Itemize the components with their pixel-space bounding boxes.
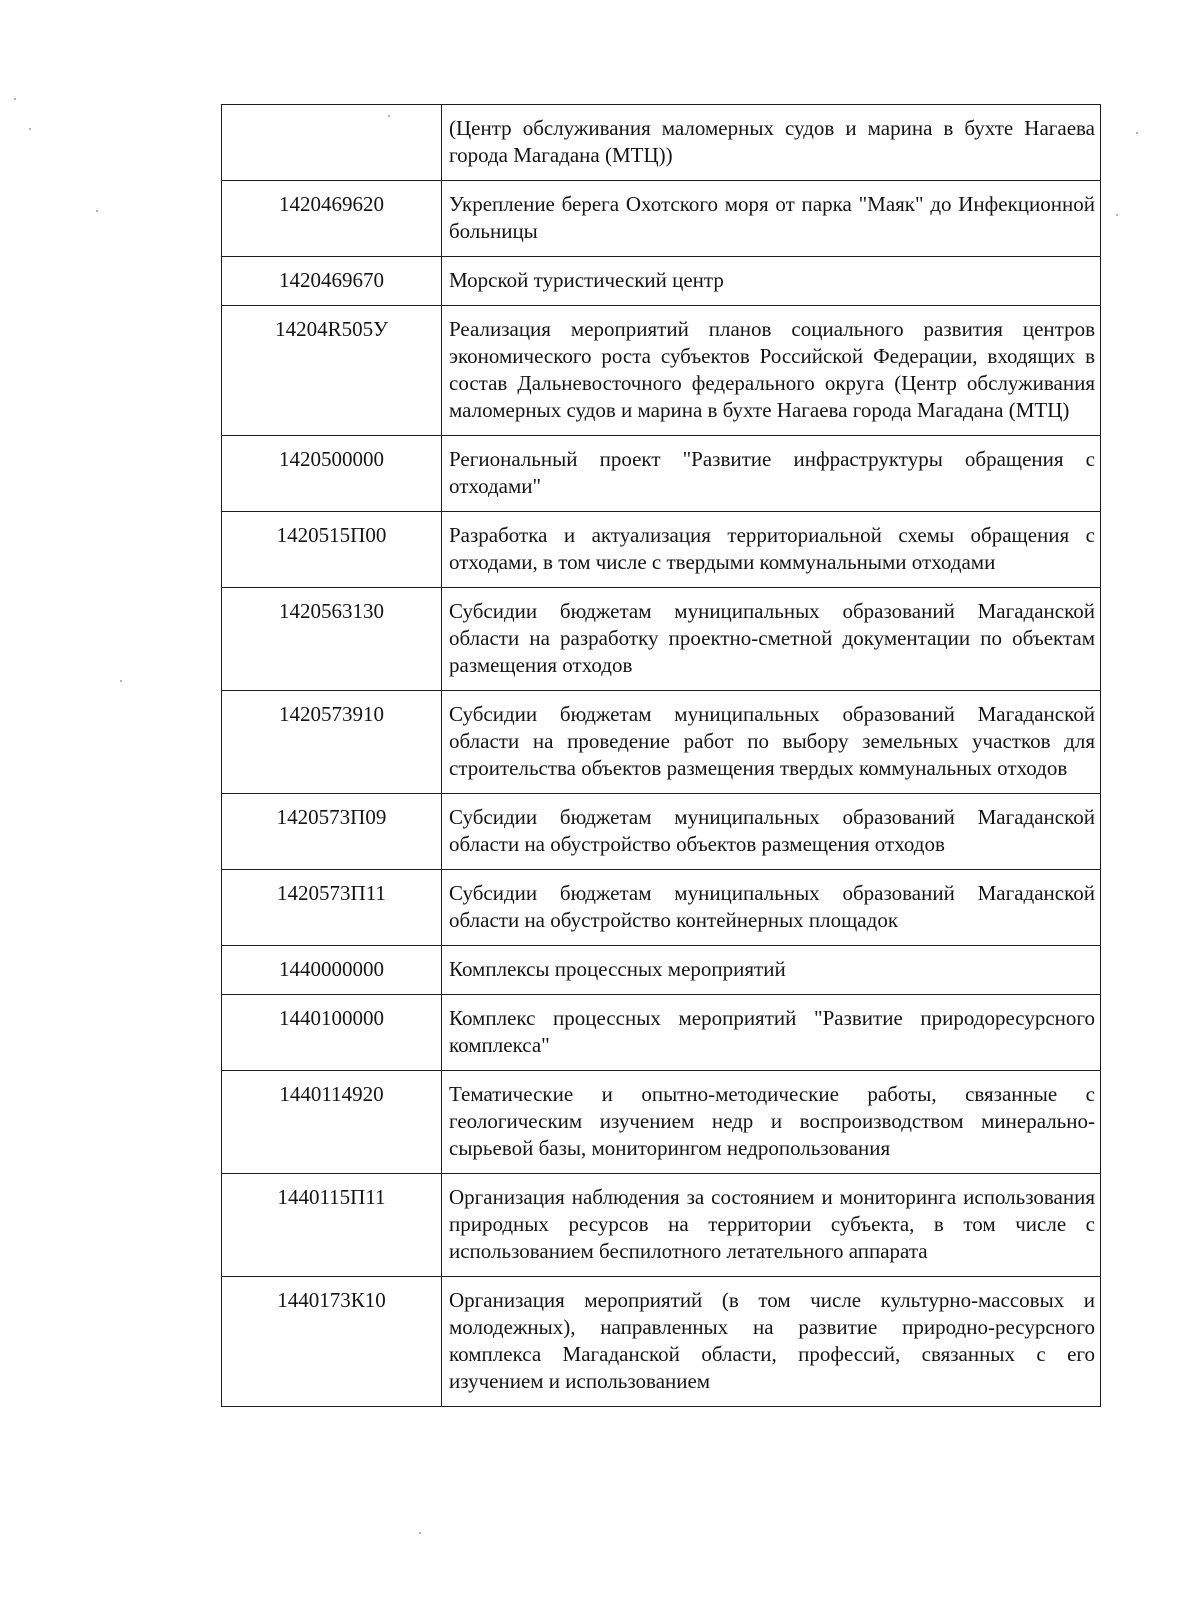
row-code: 1420469620: [222, 181, 442, 257]
scan-speck: [29, 128, 31, 130]
row-code: 1420563130: [222, 588, 442, 691]
row-code: 1420573910: [222, 691, 442, 794]
row-code: 1440100000: [222, 995, 442, 1071]
row-description: Тематические и опытно-методические работы, связанные с геологическим изучением недр и воспроизводством минерально-сырьевой базы, мониторингом недропользования: [442, 1071, 1101, 1174]
table-row: [222, 105, 1101, 181]
row-description: Организация наблюдения за состоянием и мониторинга использования природных ресурсов на территории субъекта, в том числе с использованием беспилотного летательного аппарата: [442, 1174, 1101, 1277]
scan-speck: [1136, 132, 1138, 134]
row-code: 1420469670: [222, 257, 442, 306]
row-description: (Центр обслуживания маломерных судов и марина в бухте Нагаева города Магадана (МТЦ)): [442, 105, 1101, 181]
row-description: Комплекс процессных мероприятий "Развитие природоресурсного комплекса": [442, 995, 1101, 1071]
row-code: [222, 105, 442, 181]
scan-speck: [96, 210, 98, 212]
row-description: Субсидии бюджетам муниципальных образований Магаданской области на проведение работ по выбору земельных участков для строительства объектов размещения твердых коммунальных отходов: [442, 691, 1101, 794]
table-row: [222, 588, 1101, 691]
row-description: Морской туристический центр: [442, 257, 1101, 306]
table-row: [222, 995, 1101, 1071]
row-description: Разработка и актуализация территориальной схемы обращения с отходами, в том числе с твердыми коммунальными отходами: [442, 512, 1101, 588]
row-description: Укрепление берега Охотского моря от парка "Маяк" до Инфекционной больницы: [442, 181, 1101, 257]
row-code: 1420515П00: [222, 512, 442, 588]
row-description: Реализация мероприятий планов социального развития центров экономического роста субъектов Российской Федерации, входящих в состав Дальневосточного федерального округа (Центр обслуживания маломерных судов и марина в бухте Нагаева города Магадана (МТЦ): [442, 306, 1101, 436]
table-row: [222, 794, 1101, 870]
scan-speck: [419, 1532, 421, 1534]
table-row: [222, 1071, 1101, 1174]
table-row: [222, 257, 1101, 306]
row-code: 1440115П11: [222, 1174, 442, 1277]
row-description: Организация мероприятий (в том числе культурно-массовых и молодежных), направленных на развитие природно-ресурсного комплекса Магаданской области, профессий, связанных с его изучением и использованием: [442, 1277, 1101, 1407]
row-description: Субсидии бюджетам муниципальных образований Магаданской области на обустройство объектов размещения отходов: [442, 794, 1101, 870]
budget-classification-table: [221, 104, 1101, 1407]
row-code: 1440173К10: [222, 1277, 442, 1407]
row-code: 1420573П09: [222, 794, 442, 870]
scan-speck: [14, 98, 16, 100]
table-row: [222, 691, 1101, 794]
table-row: [222, 181, 1101, 257]
row-code: 1440000000: [222, 946, 442, 995]
row-code: 14204R505У: [222, 306, 442, 436]
row-description: Региональный проект "Развитие инфраструктуры обращения с отходами": [442, 436, 1101, 512]
scan-speck: [388, 115, 390, 117]
row-description: Комплексы процессных мероприятий: [442, 946, 1101, 995]
row-code: 1440114920: [222, 1071, 442, 1174]
table-row: [222, 870, 1101, 946]
table-row: [222, 1277, 1101, 1407]
table-row: [222, 306, 1101, 436]
row-description: Субсидии бюджетам муниципальных образований Магаданской области на разработку проектно-сметной документации по объектам размещения отходов: [442, 588, 1101, 691]
row-code: 1420573П11: [222, 870, 442, 946]
scan-speck: [1116, 214, 1118, 216]
row-description: Субсидии бюджетам муниципальных образований Магаданской области на обустройство контейнерных площадок: [442, 870, 1101, 946]
row-code: 1420500000: [222, 436, 442, 512]
table-row: [222, 946, 1101, 995]
table-row: [222, 436, 1101, 512]
scan-speck: [120, 680, 122, 682]
table-row: [222, 512, 1101, 588]
table-row: [222, 1174, 1101, 1277]
